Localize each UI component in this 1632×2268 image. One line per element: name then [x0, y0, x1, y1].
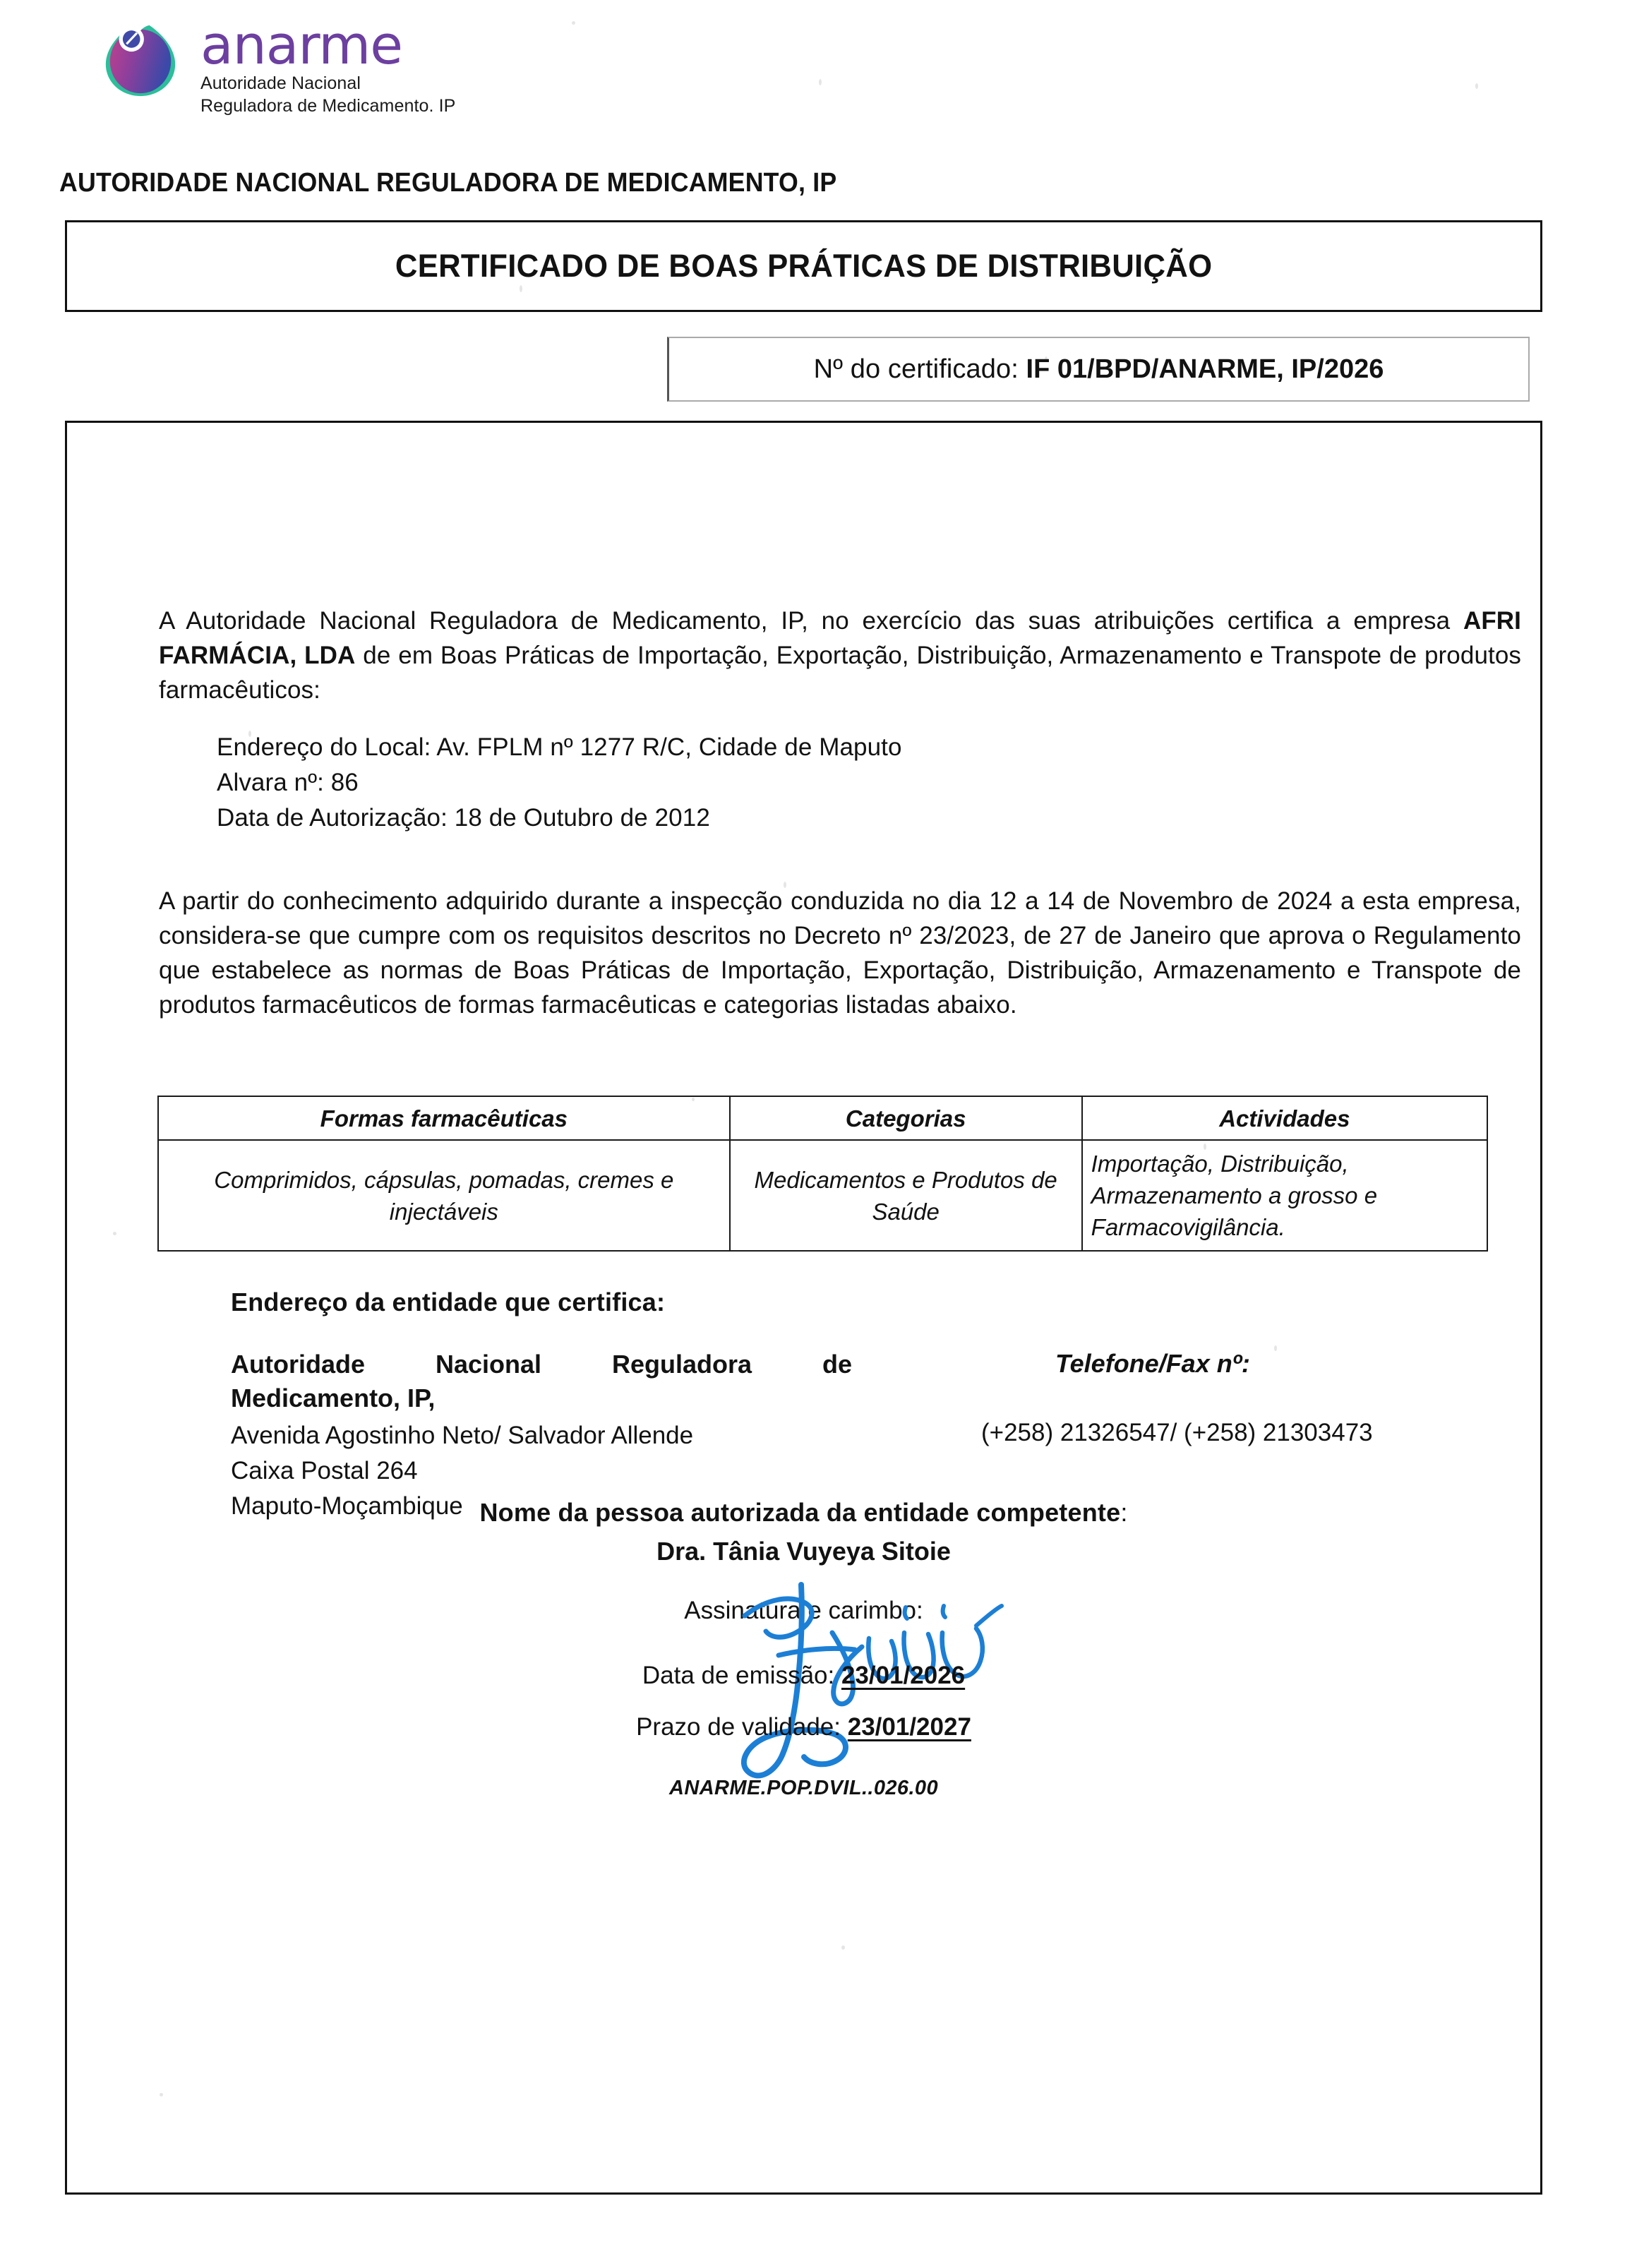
address-label: Endereço do Local:	[217, 733, 431, 761]
alvara-value: 86	[330, 769, 359, 796]
authorized-person-label	[67, 1498, 1540, 1528]
phone-fax-label: Telefone/Fax nº:	[1055, 1349, 1250, 1378]
phone-fax-value: (+258) 21326547/ (+258) 21303473	[981, 1419, 1373, 1446]
entity-address-line2: Caixa Postal 264	[231, 1457, 418, 1484]
entity-address-line3: Maputo-Moçambique	[231, 1492, 463, 1520]
scan-speck	[572, 21, 575, 25]
anarme-logo	[99, 13, 456, 117]
issue-date-label: Data de emissão:	[642, 1662, 835, 1689]
certificate-number	[814, 354, 1384, 385]
certifying-entity-name	[231, 1348, 852, 1415]
validity-date-line	[67, 1713, 1540, 1741]
issue-date-line	[67, 1662, 1540, 1690]
entity-name-line1: Autoridade Nacional Reguladora de	[231, 1350, 852, 1379]
address-value: Av. FPLM nº 1277 R/C, Cidade de Maputo	[436, 733, 902, 761]
company-name: AFRI FARMÁCIA, LDA	[159, 607, 1521, 669]
issue-date-value: 23/01/2026	[841, 1662, 966, 1689]
signature-label: Assinatura e carimbo:	[684, 1597, 923, 1624]
table-header-row	[158, 1096, 1487, 1140]
certificate-number-value: IF 01/BPD/ANARME, IP/2026	[1026, 354, 1384, 384]
anarme-subtitle-line1: Autoridade Nacional	[200, 73, 361, 93]
table-header-formas: Formas farmacêuticas	[158, 1096, 730, 1140]
authorization-label: Data de Autorização:	[217, 804, 448, 832]
document-code: ANARME.POP.DVIL..026.00	[669, 1777, 938, 1799]
authorized-person-name: Dra. Tânia Vuyeya Sitoie	[656, 1537, 951, 1566]
authorization-date-line	[217, 800, 902, 836]
authorization-value: 18 de Outubro de 2012	[454, 804, 710, 832]
anarme-subtitle-line2: Reguladora de Medicamento. IP	[200, 96, 456, 116]
certificate-number-label: Nº do certificado:	[813, 354, 1019, 384]
intro-text-part1: A Autoridade Nacional Reguladora de Medicamento, IP, no exercício das suas atribuições certifica a empresa	[159, 607, 1463, 635]
authorized-person-label-text: Nome da pessoa autorizada da entidade competente	[479, 1498, 1121, 1527]
anarme-wordmark-text: anarme	[200, 13, 403, 76]
cell-actividades: Importação, Distribuição, Armazenamento a grosso e Farmacovigilância.	[1082, 1140, 1487, 1251]
authority-heading: AUTORIDADE NACIONAL REGULADORA DE MEDICAMENTO, IP	[59, 168, 837, 198]
certifying-entity-heading: Endereço da entidade que certifica:	[231, 1288, 666, 1316]
establishment-address-line	[217, 730, 902, 765]
establishment-details	[217, 730, 902, 836]
scan-speck	[819, 79, 822, 85]
scan-speck	[1475, 83, 1478, 89]
certificate-title: CERTIFICADO DE BOAS PRÁTICAS DE DISTRIBUIÇÃO	[395, 248, 1213, 284]
intro-paragraph	[159, 604, 1521, 707]
cell-categorias: Medicamentos e Produtos de Saúde	[730, 1140, 1082, 1251]
anarme-logo-mark-icon	[99, 16, 182, 99]
alvara-label: Alvara nº:	[217, 769, 324, 796]
authorized-person-label-colon: :	[1120, 1498, 1128, 1527]
table-header-categorias: Categorias	[730, 1096, 1082, 1140]
forms-categories-activities-table	[157, 1096, 1488, 1252]
cell-formas: Comprimidos, cápsulas, pomadas, cremes e injectáveis	[158, 1140, 730, 1251]
certificate-title-box	[65, 220, 1542, 312]
entity-address-line1: Avenida Agostinho Neto/ Salvador Allende	[231, 1422, 694, 1449]
validity-label: Prazo de validade:	[636, 1713, 841, 1741]
alvara-line	[217, 765, 902, 800]
entity-name-line2: Medicamento, IP,	[231, 1384, 436, 1412]
table-header-actividades: Actividades	[1082, 1096, 1487, 1140]
inspection-paragraph: A partir do conhecimento adquirido durante a inspecção conduzida no dia 12 a 14 de Novembro de 2024 a esta empresa, considera-se que cumpre com os requisitos descritos no Decreto nº 23/2023, de 27 de Janeiro que aprova o Regulamento que estabelece as normas de Boas Práticas de Importação, Exportação, Distribuição, Armazenamento e Transpote de produtos farmacêuticos de formas farmacêuticas e categorias listadas abaixo.	[159, 887, 1521, 1019]
certificate-body-box	[65, 421, 1542, 2195]
intro-text-part2: de em Boas Práticas de Importação, Exportação, Distribuição, Armazenamento e Transpote de produtos farmacêuticos:	[159, 642, 1521, 704]
anarme-wordmark	[200, 13, 456, 117]
certificate-number-box	[667, 337, 1530, 402]
table-row	[158, 1140, 1487, 1251]
validity-value: 23/01/2027	[847, 1713, 971, 1741]
